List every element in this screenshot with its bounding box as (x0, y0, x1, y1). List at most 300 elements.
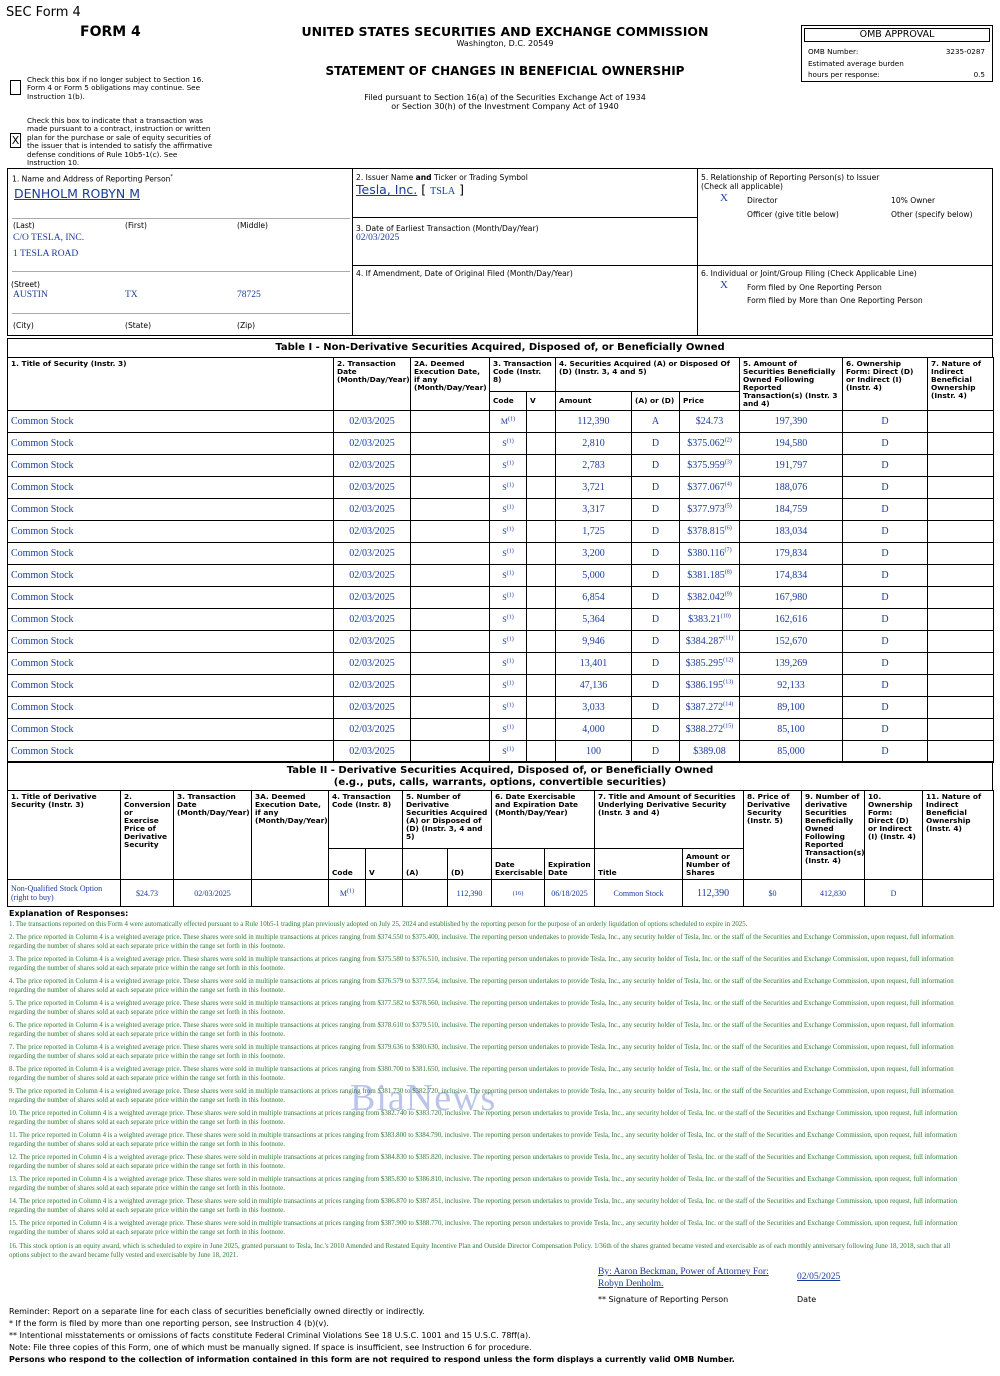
v-flag (527, 741, 556, 763)
acquired-disposed: D (632, 675, 680, 697)
state-value: TX (125, 290, 138, 300)
nature-of-ownership (928, 587, 994, 609)
transaction-code: S$^{(1)}$ (490, 609, 527, 631)
ticker-symbol: TSLA (430, 186, 456, 197)
nature-of-ownership (928, 609, 994, 631)
omb-number: 3235-0287 (945, 47, 985, 56)
ownership-form: D (843, 455, 928, 477)
transaction-date: 02/03/2025 (334, 499, 411, 521)
v-flag (527, 477, 556, 499)
omb-hours-label: hours per response: (808, 70, 880, 79)
table2-title: Table II - Derivative Securities Acquired, Disposed of, or Beneficially Owned (e.g., puts, calls, warrants, options, convertible securities) (7, 761, 993, 791)
acquired-disposed: D (632, 455, 680, 477)
watermark-logo: BiaNews (350, 1077, 497, 1119)
table-row (8, 477, 994, 499)
filing-section (697, 265, 993, 336)
relationship-section (697, 168, 993, 266)
security-title: Common Stock (8, 697, 334, 719)
amendment-section (352, 265, 698, 336)
security-title: Common Stock (8, 609, 334, 631)
deemed-date (411, 499, 490, 521)
amount: 112,390 (556, 411, 632, 433)
ownership-form: D (843, 543, 928, 565)
transaction-date: 02/03/2025 (334, 521, 411, 543)
table-row (8, 411, 994, 433)
owned-following: 162,616 (740, 609, 843, 631)
earliest-transaction-section (352, 217, 698, 266)
security-title: Common Stock (8, 433, 334, 455)
deemed-date (411, 653, 490, 675)
t2-col-owned: 9. Number of derivative Securities Beneficially Owned Following Reported Transaction(s) (Instr. 4) (802, 791, 865, 880)
v-flag (527, 499, 556, 521)
footnote-1: 1. The transactions reported on this Form 4 were automatically effected pursuant to a Rule 10b5-1 trading plan previously adopted on July 25, 2024 and established by the reporting person for the purpose of an orderly liquidation of options scheduled to expire in 2025. (9, 921, 748, 928)
amount: 2,810 (556, 433, 632, 455)
t1-sub-price: Price (680, 391, 740, 410)
footnote-11: 11. The price reported in Column 4 is a weighted average price. These shares were sold in multiple transactions at prices ranging from $383.800 to $384.790, inclusive. The reporting person undertakes to provide Tesla, Inc., any security holder of Tesla, Inc. or the staff of the Securities and Exchange Commission, upon request, full information regarding the number of shares sold at each separate price within the range set forth in this footnote. (9, 1132, 957, 1148)
city-value: AUSTIN (13, 290, 48, 300)
nature-of-ownership (928, 697, 994, 719)
transaction-date: 02/03/2025 (334, 719, 411, 741)
security-title: Common Stock (8, 719, 334, 741)
transaction-code: S$^{(1)}$ (490, 697, 527, 719)
footnote-7: 7. The price reported in Column 4 is a weighted average price. These shares were sold in multiple transactions at prices ranging from $379.636 to $380.630, inclusive. The reporting person undertakes to provide Tesla, Inc., any security holder of Tesla, Inc. or the staff of the Securities and Exchange Commission, upon request, full information regarding the number of shares sold at each separate price within the range set forth in this footnote. (9, 1044, 954, 1060)
nature-of-ownership (928, 543, 994, 565)
acquired-disposed: D (632, 543, 680, 565)
t2-underlying-title: Common Stock (595, 880, 683, 907)
t2-col-deemed: 3A. Deemed Execution Date, if any (Month/Day/Year) (252, 791, 329, 880)
director-mark[interactable]: X (720, 192, 728, 204)
security-title: Common Stock (8, 675, 334, 697)
v-flag (527, 675, 556, 697)
v-flag (527, 433, 556, 455)
ownership-form: D (843, 675, 928, 697)
ownership-form: D (843, 521, 928, 543)
ownership-form: D (843, 653, 928, 675)
amount: 3,721 (556, 477, 632, 499)
t2-acquired (403, 880, 448, 907)
security-title: Common Stock (8, 455, 334, 477)
nature-of-ownership (928, 521, 994, 543)
issuer-name-ticker: Tesla, Inc. [ TSLA ] (356, 182, 464, 197)
transaction-code: S$^{(1)}$ (490, 477, 527, 499)
amount: 3,200 (556, 543, 632, 565)
v-flag (527, 609, 556, 631)
issuer-label: 2. Issuer Name and Ticker or Trading Symbol (356, 173, 528, 182)
v-flag (527, 543, 556, 565)
price: $385.295$^{(12)}$ (680, 653, 740, 675)
reminder-1: Reminder: Report on a separate line for each class of securities beneficially owned directly or indirectly. (9, 1307, 425, 1316)
table-row (8, 653, 994, 675)
deemed-date (411, 565, 490, 587)
transaction-code: S$^{(1)}$ (490, 741, 527, 763)
amount: 5,364 (556, 609, 632, 631)
t1-col-code: 3. Transaction Code (Instr. 8) (490, 358, 556, 392)
earliest-transaction-label: 3. Date of Earliest Transaction (Month/Day/Year) (356, 224, 539, 233)
owned-following: 85,000 (740, 741, 843, 763)
t2-col-number: 5. Number of Derivative Securities Acquired (A) or Disposed of (D) (Instr. 3, 4 and 5) (403, 791, 492, 849)
table-row (8, 719, 994, 741)
footnote-5: 5. The price reported in Column 4 is a weighted average price. These shares were sold in multiple transactions at prices ranging from $377.582 to $378.560, inclusive. The reporting person undertakes to provide Tesla, Inc., any security holder of Tesla, Inc. or the staff of the Securities and Exchange Commission, upon request, full information regarding the number of shares sold at each separate price within the range set forth in this footnote. (9, 1000, 954, 1016)
t2-security-title: Non-Qualified Stock Option (right to buy) (8, 880, 121, 907)
t2-col-underlying: 7. Title and Amount of Securities Underlying Derivative Security (Instr. 3 and 4) (595, 791, 744, 849)
omb-final-note: Persons who respond to the collection of information contained in this form are not required to respond unless the form displays a currently valid OMB Number. (9, 1355, 735, 1364)
nature-of-ownership (928, 741, 994, 763)
street-label: (Street) (11, 280, 40, 289)
agency-name: UNITED STATES SECURITIES AND EXCHANGE COMMISSION (301, 24, 709, 39)
t2-sub-code: Code (329, 849, 366, 880)
t2-col-conversion: 2. Conversion or Exercise Price of Derivative Security (121, 791, 174, 880)
owned-following: 179,834 (740, 543, 843, 565)
amount: 13,401 (556, 653, 632, 675)
deemed-date (411, 411, 490, 433)
t2-underlying-amount: 112,390 (683, 880, 744, 907)
t1-col-acquired: 4. Securities Acquired (A) or Disposed Of (D) (Instr. 3, 4 and 5) (556, 358, 740, 392)
state-label: (State) (125, 321, 152, 330)
t2-code: M$^{(1)}$ (329, 880, 366, 907)
explanation-title: Explanation of Responses: (9, 909, 129, 918)
nature-of-ownership (928, 719, 994, 741)
footnote-4: 4. The price reported in Column 4 is a weighted average price. These shares were sold in multiple transactions at prices ranging from $376.579 to $377.554, inclusive. The reporting person undertakes to provide Tesla, Inc., any security holder of Tesla, Inc. or the staff of the Securities and Exchange Commission, upon request, full information regarding the number of shares sold at each separate price within the range set forth in this footnote. (9, 978, 954, 994)
t2-col-price: 8. Price of Derivative Security (Instr. 5) (744, 791, 802, 880)
price: $377.973$^{(5)}$ (680, 499, 740, 521)
deemed-date (411, 675, 490, 697)
owned-following: 152,670 (740, 631, 843, 653)
transaction-date: 02/03/2025 (334, 697, 411, 719)
t1-sub-amount: Amount (556, 391, 632, 410)
t2-nature (923, 880, 994, 907)
footnote-15: 15. The price reported in Column 4 is a weighted average price. These shares were sold in multiple transactions at prices ranging from $387.900 to $388.770, inclusive. The reporting person undertakes to provide Tesla, Inc., any security holder of Tesla, Inc. or the staff of the Securities and Exchange Commission, upon request, full information regarding the number of shares sold at each separate price within the range set forth in this footnote. (9, 1220, 958, 1236)
omb-burden-label: Estimated average burden (808, 59, 904, 68)
derivative-table (7, 790, 994, 907)
nature-of-ownership (928, 411, 994, 433)
acquired-disposed: D (632, 521, 680, 543)
transaction-code: S$^{(1)}$ (490, 455, 527, 477)
footnote-8: 8. The price reported in Column 4 is a weighted average price. These shares were sold in multiple transactions at prices ranging from $380.700 to $381.650, inclusive. The reporting person undertakes to provide Tesla, Inc., any security holder of Tesla, Inc. or the staff of the Securities and Exchange Commission, upon request, full information regarding the number of shares sold at each separate price within the range set forth in this footnote. (9, 1066, 954, 1082)
table-row (8, 609, 994, 631)
acquired-disposed: D (632, 631, 680, 653)
t2-disposed: 112,390 (448, 880, 492, 907)
table-row (8, 741, 994, 763)
transaction-code: S$^{(1)}$ (490, 587, 527, 609)
form-number: FORM 4 (80, 24, 141, 40)
security-title: Common Stock (8, 543, 334, 565)
security-title: Common Stock (8, 565, 334, 587)
amount: 5,000 (556, 565, 632, 587)
t1-col-nature: 7. Nature of Indirect Beneficial Ownership (Instr. 4) (928, 358, 994, 411)
t2-sub-d: (D) (448, 849, 492, 880)
ownership-form: D (843, 499, 928, 521)
v-flag (527, 653, 556, 675)
t2-expiration-date: 06/18/2025 (545, 880, 595, 907)
acquired-disposed: D (632, 697, 680, 719)
ownership-form: D (843, 719, 928, 741)
transaction-date: 02/03/2025 (334, 411, 411, 433)
no-longer-subject-checkbox[interactable] (10, 80, 21, 95)
filing-label: 6. Individual or Joint/Group Filing (Check Applicable Line) (701, 269, 917, 278)
t2-derivative-price: $0 (744, 880, 802, 907)
t2-conversion-price: $24.73 (121, 880, 174, 907)
deemed-date (411, 521, 490, 543)
issuer-section (352, 168, 698, 218)
footnote-3: 3. The price reported in Column 4 is a weighted average price. These shares were sold in multiple transactions at prices ranging from $375.580 to $376.510, inclusive. The reporting person undertakes to provide Tesla, Inc., any security holder of Tesla, Inc. or the staff of the Securities and Exchange Commission, upon request, full information regarding the number of shares sold at each separate price within the range set forth in this footnote. (9, 956, 954, 972)
t1-col-deemed: 2A. Deemed Execution Date, if any (Month/Day/Year) (411, 358, 490, 411)
ownership-form: D (843, 631, 928, 653)
acquired-disposed: D (632, 609, 680, 631)
one-person-mark[interactable]: X (720, 279, 728, 291)
footnote-6: 6. The price reported in Column 4 is a weighted average price. These shares were sold in multiple transactions at prices ranging from $378.610 to $379.510, inclusive. The reporting person undertakes to provide Tesla, Inc., any security holder of Tesla, Inc. or the staff of the Securities and Exchange Commission, upon request, full information regarding the number of shares sold at each separate price within the range set forth in this footnote. (9, 1022, 954, 1038)
t2-sub-expiration: Expiration Date (545, 849, 595, 880)
last-label: (Last) (13, 221, 35, 230)
t2-col-form: 10. Ownership Form: Direct (D) or Indirect (I) (Instr. 4) (865, 791, 923, 880)
reminder-4: Note: File three copies of this Form, one of which must be manually signed. If space is insufficient, see Instruction 6 for procedure. (9, 1343, 532, 1352)
transaction-code: S$^{(1)}$ (490, 499, 527, 521)
transaction-date: 02/03/2025 (334, 477, 411, 499)
acquired-disposed: D (632, 499, 680, 521)
acquired-disposed: D (632, 477, 680, 499)
amount: 4,000 (556, 719, 632, 741)
deemed-date (411, 455, 490, 477)
t1-sub-v: V (527, 391, 556, 410)
t2-sub-a: (A) (403, 849, 448, 880)
t2-owned-following: 412,830 (802, 880, 865, 907)
amount: 47,136 (556, 675, 632, 697)
owned-following: 183,034 (740, 521, 843, 543)
transaction-date: 02/03/2025 (334, 587, 411, 609)
transaction-date: 02/03/2025 (334, 631, 411, 653)
zip-value: 78725 (237, 290, 261, 300)
reporting-person-section (7, 168, 353, 336)
v-flag (527, 587, 556, 609)
v-flag (527, 565, 556, 587)
table-row (8, 587, 994, 609)
ten-percent-owner-option: 10% Owner (891, 196, 936, 205)
t2-col-exercisable: 6. Date Exercisable and Expiration Date (Month/Day/Year) (492, 791, 595, 849)
acquired-disposed: D (632, 741, 680, 763)
transaction-code: S$^{(1)}$ (490, 433, 527, 455)
transaction-date: 02/03/2025 (334, 609, 411, 631)
deemed-date (411, 543, 490, 565)
amount: 3,317 (556, 499, 632, 521)
t2-date-exercisable: (16) (492, 880, 545, 907)
acquired-disposed: A (632, 411, 680, 433)
transaction-code: S$^{(1)}$ (490, 631, 527, 653)
ownership-form: D (843, 697, 928, 719)
transaction-date: 02/03/2025 (334, 741, 411, 763)
v-flag (527, 631, 556, 653)
owned-following: 194,580 (740, 433, 843, 455)
rule-10b5-1-checkbox[interactable]: X (11, 134, 20, 147)
omb-approval-box (801, 25, 993, 82)
amount: 100 (556, 741, 632, 763)
price: $383.21$^{(10)}$ (680, 609, 740, 631)
filed-pursuant: Filed pursuant to Section 16(a) of the Securities Exchange Act of 1934 or Section 30(h) of the Investment Company Act of 1940 (364, 93, 646, 111)
date-label: Date (797, 1295, 817, 1304)
ownership-form: D (843, 587, 928, 609)
ownership-form: D (843, 433, 928, 455)
footnote-9: 9. The price reported in Column 4 is a weighted average price. These shares were sold in multiple transactions at prices ranging from $381.730 to $382.720, inclusive. The reporting person undertakes to provide Tesla, Inc., any security holder of Tesla, Inc. or the staff of the Securities and Exchange Commission, upon request, full information regarding the number of shares sold at each separate price within the range set forth in this footnote. (9, 1088, 954, 1104)
city-label: (City) (13, 321, 34, 330)
security-title: Common Stock (8, 477, 334, 499)
signature-by: By: Aaron Beckman, Power of Attorney For: Robyn Denholm. (598, 1267, 769, 1289)
security-title: Common Stock (8, 653, 334, 675)
v-flag (527, 411, 556, 433)
nature-of-ownership (928, 675, 994, 697)
transaction-code: S$^{(1)}$ (490, 565, 527, 587)
price: $380.116$^{(7)}$ (680, 543, 740, 565)
transaction-date: 02/03/2025 (334, 433, 411, 455)
agency-location: Washington, D.C. 20549 (456, 39, 554, 48)
price: $384.287$^{(11)}$ (680, 631, 740, 653)
footnote-10: 10. The price reported in Column 4 is a weighted average price. These shares were sold in multiple transactions at prices ranging from $382.740 to $383.720, inclusive. The reporting person undertakes to provide Tesla, Inc., any security holder of Tesla, Inc. or the staff of the Securities and Exchange Commission, upon request, full information regarding the number of shares sold at each separate price within the range set forth in this footnote. (9, 1110, 958, 1126)
transaction-code: M$^{(1)}$ (490, 411, 527, 433)
sec-form-label: SEC Form 4 (6, 5, 81, 20)
t1-col-form: 6. Ownership Form: Direct (D) or Indirect (I) (Instr. 4) (843, 358, 928, 411)
earliest-transaction-date: 02/03/2025 (356, 233, 400, 243)
reporting-person-name[interactable]: DENHOLM ROBYN M (14, 186, 140, 201)
t1-sub-code: Code (490, 391, 527, 410)
table-row (8, 565, 994, 587)
owned-following: 197,390 (740, 411, 843, 433)
price: $381.185$^{(8)}$ (680, 565, 740, 587)
nature-of-ownership (928, 477, 994, 499)
amount: 9,946 (556, 631, 632, 653)
transaction-code: S$^{(1)}$ (490, 653, 527, 675)
table-row (8, 880, 994, 907)
omb-number-label: OMB Number: (808, 47, 859, 56)
transaction-code: S$^{(1)}$ (490, 719, 527, 741)
one-person-option: Form filed by One Reporting Person (747, 283, 882, 292)
deemed-date (411, 697, 490, 719)
t2-sub-exercisable: Date Exercisable (492, 849, 545, 880)
table-row (8, 675, 994, 697)
table-row (8, 631, 994, 653)
transaction-code: S$^{(1)}$ (490, 521, 527, 543)
nature-of-ownership (928, 499, 994, 521)
relationship-sublabel: (Check all applicable) (701, 182, 783, 191)
deemed-date (411, 631, 490, 653)
t2-col-nature: 11. Nature of Indirect Beneficial Ownership (Instr. 4) (923, 791, 994, 880)
security-title: Common Stock (8, 741, 334, 763)
director-option: Director (747, 196, 778, 205)
security-title: Common Stock (8, 521, 334, 543)
transaction-date: 02/03/2025 (334, 565, 411, 587)
transaction-date: 02/03/2025 (334, 455, 411, 477)
deemed-date (411, 741, 490, 763)
owned-following: 188,076 (740, 477, 843, 499)
v-flag (527, 455, 556, 477)
deemed-date (411, 719, 490, 741)
reminder-2: * If the form is filed by more than one reporting person, see Instruction 4 (b)(v). (9, 1319, 329, 1328)
deemed-date (411, 477, 490, 499)
price: $386.195$^{(13)}$ (680, 675, 740, 697)
ownership-form: D (843, 411, 928, 433)
owned-following: 89,100 (740, 697, 843, 719)
t2-v (366, 880, 403, 907)
owned-following: 92,133 (740, 675, 843, 697)
ownership-form: D (843, 565, 928, 587)
signature-label: ** Signature of Reporting Person (598, 1295, 729, 1304)
price: $387.272$^{(14)}$ (680, 697, 740, 719)
table-row (8, 543, 994, 565)
t2-sub-amount: Amount or Number of Shares (683, 849, 744, 880)
deemed-date (411, 609, 490, 631)
signature-date: 02/05/2025 (797, 1272, 841, 1282)
owned-following: 85,100 (740, 719, 843, 741)
amendment-label: 4. If Amendment, Date of Original Filed (Month/Day/Year) (356, 269, 573, 278)
v-flag (527, 719, 556, 741)
t2-transaction-date: 02/03/2025 (174, 880, 252, 907)
acquired-disposed: D (632, 433, 680, 455)
security-title: Common Stock (8, 499, 334, 521)
acquired-disposed: D (632, 719, 680, 741)
ownership-form: D (843, 477, 928, 499)
address-line2: 1 TESLA ROAD (13, 249, 79, 259)
nature-of-ownership (928, 565, 994, 587)
security-title: Common Stock (8, 587, 334, 609)
issuer-name-link[interactable]: Tesla, Inc. (356, 182, 418, 197)
v-flag (527, 521, 556, 543)
non-derivative-table (7, 357, 994, 763)
amount: 1,725 (556, 521, 632, 543)
price: $377.067$^{(4)}$ (680, 477, 740, 499)
deemed-date (411, 587, 490, 609)
reminder-3: ** Intentional misstatements or omissions of facts constitute Federal Criminal Violations See 18 U.S.C. 1001 and 15 U.S.C. 78ff(a). (9, 1331, 531, 1340)
v-flag (527, 697, 556, 719)
amount: 3,033 (556, 697, 632, 719)
owned-following: 174,834 (740, 565, 843, 587)
transaction-code: S$^{(1)}$ (490, 543, 527, 565)
t1-col-owned: 5. Amount of Securities Beneficially Owned Following Reported Transaction(s) (Instr. 3 and 4) (740, 358, 843, 411)
amount: 2,783 (556, 455, 632, 477)
zip-label: (Zip) (237, 321, 256, 330)
owned-following: 139,269 (740, 653, 843, 675)
table1-title: Table I - Non-Derivative Securities Acquired, Disposed of, or Beneficially Owned (7, 338, 993, 358)
other-option: Other (specify below) (891, 210, 973, 219)
owned-following: 184,759 (740, 499, 843, 521)
reporting-person-label: 1. Name and Address of Reporting Person* (12, 174, 173, 184)
table-row (8, 433, 994, 455)
ownership-form: D (843, 741, 928, 763)
nature-of-ownership (928, 433, 994, 455)
acquired-disposed: D (632, 587, 680, 609)
price: $389.08 (680, 741, 740, 763)
page-title: STATEMENT OF CHANGES IN BENEFICIAL OWNERSHIP (325, 64, 685, 78)
owned-following: 167,980 (740, 587, 843, 609)
footnote-16: 16. This stock option is an equity award, which is scheduled to expire in June 2025, granted pursuant to Tesla, Inc.'s 2010 Amended and Restated Equity Incentive Plan and Outside Director Compensation Policy. 1/36th of the shares granted became vested and exercisable as of each monthly anniversary following June 18, 2018, such that all options subject to the award became fully vested and exercisable by June 18, 2021. (9, 1243, 951, 1259)
price: $378.815$^{(6)}$ (680, 521, 740, 543)
t2-col-date: 3. Transaction Date (Month/Day/Year) (174, 791, 252, 880)
middle-label: (Middle) (237, 221, 269, 230)
first-label: (First) (125, 221, 147, 230)
t2-ownership-form: D (865, 880, 923, 907)
price: $375.959$^{(3)}$ (680, 455, 740, 477)
table-row (8, 455, 994, 477)
footnote-12: 12. The price reported in Column 4 is a weighted average price. These shares were sold in multiple transactions at prices ranging from $384.830 to $385.820, inclusive. The reporting person undertakes to provide Tesla, Inc., any security holder of Tesla, Inc. or the staff of the Securities and Exchange Commission, upon request, full information regarding the number of shares sold at each separate price within the range set forth in this footnote. (9, 1154, 958, 1170)
table-row (8, 697, 994, 719)
security-title: Common Stock (8, 411, 334, 433)
t2-sub-v: V (366, 849, 403, 880)
transaction-date: 02/03/2025 (334, 653, 411, 675)
t2-col-code: 4. Transaction Code (Instr. 8) (329, 791, 403, 849)
ownership-form: D (843, 609, 928, 631)
t1-col-date: 2. Transaction Date (Month/Day/Year) (334, 358, 411, 411)
price: $382.042$^{(9)}$ (680, 587, 740, 609)
footnote-14: 14. The price reported in Column 4 is a weighted average price. These shares were sold in multiple transactions at prices ranging from $386.870 to $387.851, inclusive. The reporting person undertakes to provide Tesla, Inc., any security holder of Tesla, Inc. or the staff of the Securities and Exchange Commission, upon request, full information regarding the number of shares sold at each separate price within the range set forth in this footnote. (9, 1198, 958, 1214)
transaction-date: 02/03/2025 (334, 543, 411, 565)
transaction-date: 02/03/2025 (334, 675, 411, 697)
omb-hours: 0.5 (973, 70, 985, 79)
deemed-date (411, 433, 490, 455)
